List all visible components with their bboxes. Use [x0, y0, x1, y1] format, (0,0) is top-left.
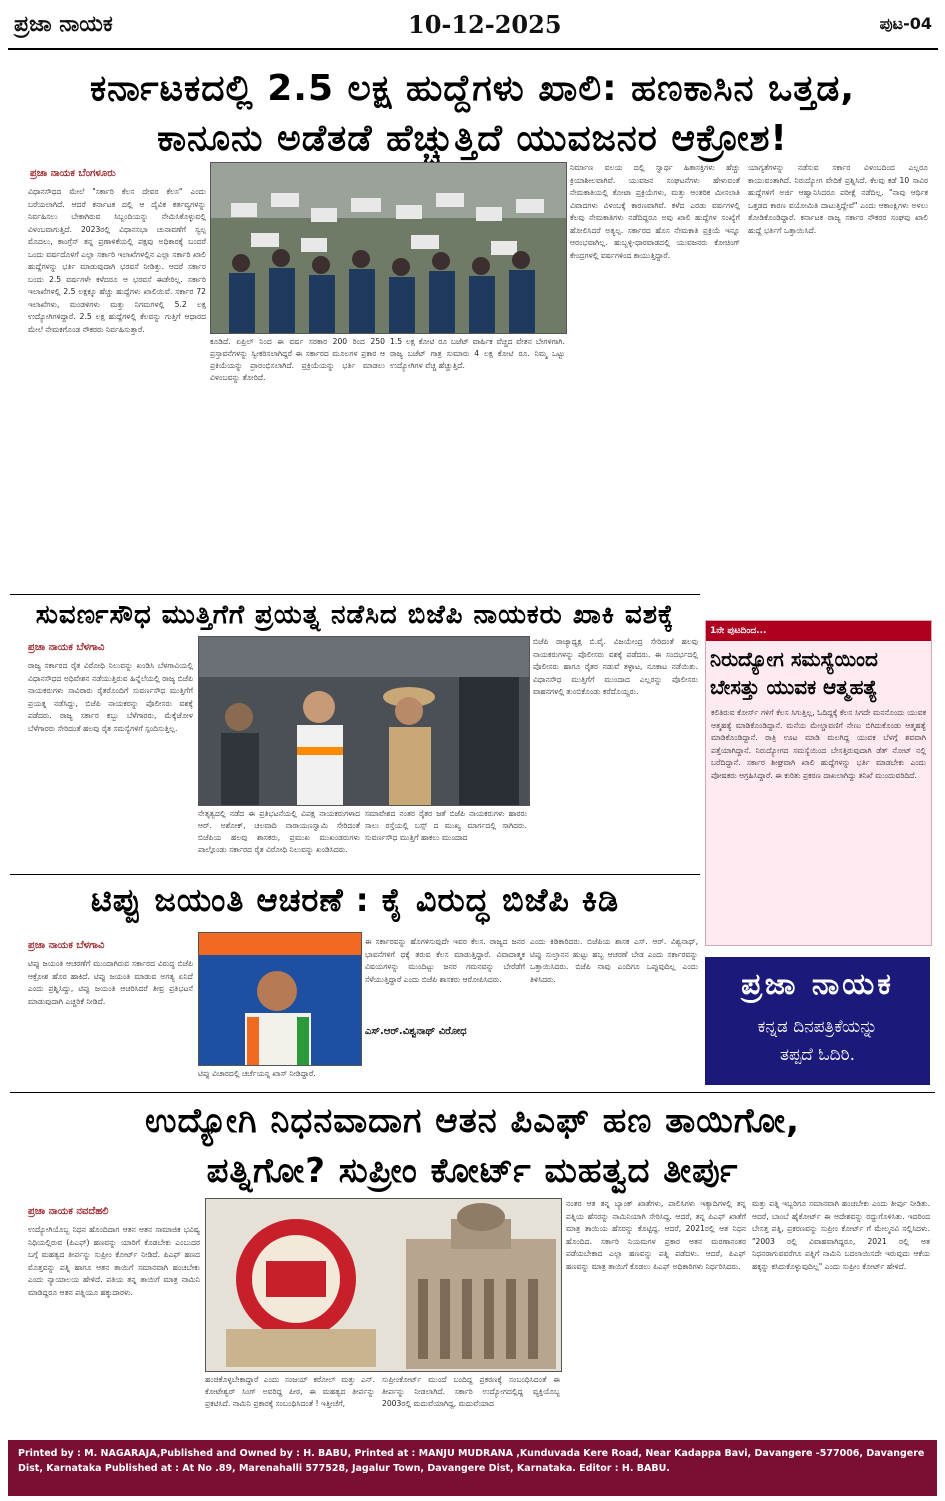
- arrest-photo-image: [199, 637, 529, 805]
- story4-column-1: ಉದ್ಯೋಗಿಯೊಬ್ಬ ನಿಧನ ಹೊಂದಿದಾಗ ಆತನ ಆತನ ಸಾಮಾಜಿಕ ಭವಿಷ್ಯ ನಿಧಿಯಲ್ಲಿರುವ (ಪಿಎಫ್) ಹಣವನ್ನು ಯಾರಿಗೆ ಕೊಡಬೇಕು ಎಂಬುದರ ಬಗ್ಗೆ ಮಹತ್ವದ ತೀರ್ಪನ್ನು ಸುಪ್ರೀಂ ಕೋರ್ಟ್ ನೀಡಿದೆ. ಪಿಎಫ್ ಹಣದ ಮೊತ್ತವನ್ನು ಪತ್ನಿ ಹಾಗೂ ಆತನ ತಾಯಿಗೆ ಸಮಾನವಾಗಿ ಹಂಚಬೇಕು ಎಂದು ನ್ಯಾಯಾಲಯ ಹೇಳಿದೆ. ಪತಿಯ ತನ್ನ ತಾಯಿಗೆ ಮಾತ್ರ ನಾಮಿನಿ ಮಾಡಿದ್ದರೂ ಆತನ ಪತ್ನಿಯೂ ಹಕ್ಕುದಾರಳು.: [28, 1225, 200, 1297]
- story2-column-2: ನೇತೃತ್ವದಲ್ಲಿ ನಡೆದ ಈ ಪ್ರತಿಭಟನೆಯಲ್ಲಿ ವಿಪಕ್ಷ ನಾಯಕರುಗಳಾದ ಆರ್. ಅಶೋಕ್, ಚಲವಾದಿ ನಾರಾಯಣಸ್ವಾಮಿ ಸೇರಿದಂತೆ ಬಿಜೆಪಿಯ ಹಲವು ಶಾಸಕರು, ಪ್ರಮುಖ ಮುಖಂಡರುಗಳು ಪಾಲ್ಗೊಂಡು ಸರ್ಕಾರದ ರೈತ ವಿರೋಧಿ ನಿಲುವನ್ನು ಖಂಡಿಸಿದರು.: [198, 809, 360, 854]
- story4-column-5: ಮತ್ತು ಪತ್ನಿ ಇಬ್ಬರಿಗೂ ಸಮಾನವಾಗಿ ಹಂಚಬೇಕು ಎಂದು ತೀರ್ಪು ನೀಡಿತು. ಆದರೆ, ಬಾಂಬೆ ಹೈಕೋರ್ಟ್ ಈ ಆದೇಶವನ್ನು ರದ್ದುಗೊಳಿಸಿತು. ಇದರಿಂದ ಬೇಸತ್ತ ಪತ್ನಿ, ಪ್ರಕರಣವನ್ನು ಸುಪ್ರೀಂ ಕೋರ್ಟ್ ಗೆ ಮೇಲ್ಮನವಿ ಸಲ್ಲಿಸಿದಳು. "2003 ರಲ್ಲಿ ವಿವಾಹವಾಗಿದ್ದರೂ, 2021 ರಲ್ಲಿ ಆತ ನಿಧನರಾಗುವವರೆಗೂ ಪತ್ನಿಗೆ ನಾಮಿನಿ ಬದಲಾಯಿಸದೇ ಇರುವುದು ಆಕೆಯ ಹಕ್ಕನ್ನು ಕಸಿದುಕೊಳ್ಳುವುದಿಲ್ಲ" ಎಂದು ಸುಪ್ರೀಂ ಕೋರ್ಟ್ ಹೇಳಿದೆ.: [752, 1199, 930, 1271]
- continued-tag: 1ನೇ ಪುಟದಿಂದ...: [706, 621, 931, 641]
- divider: [10, 1092, 935, 1093]
- story3-column-3: ಎಂದು ಕಿಡಿಕಾರಿದರು. ಬಿಜೆಪಿಯ ಶಾಸಕ ಎಸ್. ಆರ್. ವಿಶ್ವನಾಥ್, ಟಿಪ್ಪು ಸುಲ್ತಾನನ ಹುಟ್ಟು ಹಬ್ಬ ಆಚರಣೆ ಬೇಡ ಎಂದು ಸರ್ಕಾರವನ್ನು ಒತ್ತಾಯಿಸಿದರು. ಬಿಜೆಪಿ ನಾವು ಎಂದಿಗೂ ಒಪ್ಪುವುದಿಲ್ಲ ಎಂದು ತಿಳಿಸಿದರು.: [530, 937, 698, 984]
- sidebar-headline: ನಿರುದ್ಯೋಗ ಸಮಸ್ಯೆಯಿಂದ ಬೇಸತ್ತು ಯುವಕ ಆತ್ಮಹತ್ಯೆ: [710, 647, 878, 699]
- protest-photo-image: [211, 163, 566, 333]
- divider: [10, 874, 700, 875]
- arrest-photo: [198, 636, 530, 806]
- promo-title: ಪ್ರಜಾ ನಾಯಕ: [741, 967, 894, 1002]
- story4-headline: ಉದ್ಯೋಗಿ ನಿಧನವಾದಾಗ ಆತನ ಪಿಎಫ್ ಹಣ ತಾಯಿಗೋ, ಪತ್ನಿಗೋ? ಸುಪ್ರೀಂ ಕೋರ್ಟ್ ಮಹತ್ವದ ತೀರ್ಪು: [145, 1101, 800, 1191]
- politician-photo: [198, 932, 362, 1066]
- story1-column-5: ಯಾಗ್ಯತೆಗಳನ್ನು ನಡೆಸುವ ಸರ್ಕಾರ ವಿಳಂಬದಿಂದ ಎಲ್ಲರೂ ಕಾಯುವಂತಾಗಿದೆ. ನಿರುದ್ಯೋಗ ವೇದಿಕೆ ಪ್ರಶ್ನಿಸಿದೆ. ಕೆಲವು ಕಡೆ 10 ಸಾವಿರ ಹುದ್ದೆಗಳಿಗೆ ಅರ್ಜಿ ಆಹ್ವಾನಿಸಿದರೂ ಪರೀಕ್ಷೆ ನಡೆದಿಲ್ಲ. "ನಾವು ಆರ್ಥಿಕ ಒತ್ತಡದ ಕಾರಣ ವಯೋಮಿತಿ ದಾಟುತ್ತಿದ್ದೇವೆ" ಎಂದು ಆಕಾಂಕ್ಷಿಗಳು ಅಳಲು ತೋಡಿಕೊಂಡಿದ್ದಾರೆ. ಕರ್ನಾಟಕ ರಾಜ್ಯ ಸರ್ಕಾರ ನೌಕರರ ಸಂಘವು ಖಾಲಿ ಹುದ್ದೆ ಭರ್ತಿಗೆ ಒತ್ತಾಯಿಸಿದೆ.: [748, 163, 928, 235]
- story4-column-3: ಸುಪ್ರೀಂಕೋರ್ಟ್ ಮುಂದೆ ಬಂದಿದ್ದ ಪ್ರಕರಣಕ್ಕೆ ಸಂಬಂಧಿಸಿದಂತೆ ಈ ತೀರ್ಪನ್ನು ನೀಡಲಾಗಿದೆ. ಸರ್ಕಾರಿ ಉದ್ಯೋಗದಲ್ಲಿದ್ದ ವ್ಯಕ್ತಿಯೊಬ್ಬ 2003ರಲ್ಲಿ ಮದುವೆಯಾಗಿದ್ದ, ಮದುವೆಯಾದ: [382, 1375, 560, 1408]
- story1-headline: ಕರ್ನಾಟಕದಲ್ಲಿ 2.5 ಲಕ್ಷ ಹುದ್ದೆಗಳು ಖಾಲಿ: ಹಣಕಾಸಿನ ಒತ್ತಡ, ಕಾನೂನು ಅಡೆತಡೆ ಹೆಚ್ಚುತ್ತಿದೆ ಯುವಜನರ ಆಕ್ರೋಶ!: [89, 68, 856, 159]
- story4-column-4: ನಂತರ ಆತ ತನ್ನ ಬ್ಯಾಂಕ್ ಖಾತೆಗಳು, ಪಾಲಿಸಿಗಳು ಇತ್ಯಾದಿಗಳಲ್ಲಿ ತನ್ನ ಪತ್ನಿಯ ಹೆಸರನ್ನು ನಾಮಿನಿಯಾಗಿ ಸೇರಿಸಿದ್ದ. ಆದರೆ, ತನ್ನ ಪಿಎಫ್ ಖಾತೆಗೆ ಮಾತ್ರ ತಾಯಿಯ ಹೆಸರನ್ನು ಕೊಟ್ಟಿದ್ದ. ಆದರೆ, 2021ರಲ್ಲಿ ಆತ ನಿಧನ ಹೊಂದಿದ. ಸರ್ಕಾರಿ ನಿಯಮಗಳ ಪ್ರಕಾರ ಆತನ ಮರಣಾನಂತರ ಪಡೆಯಬೇಕಾದ ಎಲ್ಲಾ ಹಣವನ್ನು ಪತ್ನಿ ಪಡೆದಳು. ಆದರೆ, ಪಿಎಫ್ ಹಣವನ್ನು ಮಾತ್ರ ತಾಯಿಗೆ ಕೊಡಲು ಪಿಎಫ್ ಅಧಿಕಾರಿಗಳು ನಿರ್ಧರಿಸಿದರು.: [566, 1199, 746, 1271]
- masthead: [8, 8, 938, 50]
- story3-subhead: ಎಸ್.ಆರ್.ವಿಶ್ವನಾಥ್ ವಿರೋಧ: [365, 1026, 467, 1037]
- story2-byline: ಪ್ರಜಾ ನಾಯಕ ಬೆಳಗಾವಿ: [28, 642, 105, 653]
- story1-column-3: 1.5 ಲಕ್ಷ ಕೋಟಿ ರೂ ಬಜೆಟ್ ವಾರ್ಷಿಕ ವೆಚ್ಚದ ವೇತನ ಬೇಗಳಿಗಾಗಿ. ರಾಜ್ಯ ಬಜೆಟ್ ಗಾತ್ರ ಸುಮಾರು 4 ಲಕ್ಷ ಕೋಟಿ ರೂ. ನಿಮ್ಮ ಒಟ್ಟು ಉದ್ಯೋಗಿಗಳ ವೆಚ್ಚ ಹೆಚ್ಚುತ್ತಿದೆ.: [390, 337, 565, 370]
- promo-line-2: ತಪ್ಪದೆ ಓದಿರಿ.: [779, 1045, 856, 1065]
- epfo-court-photo: [205, 1198, 562, 1372]
- story4-column-2: ಹಂಚಿಕೊಳ್ಳಬೇಕಾದ್ದಾರೆ ಎಂದು ಸಂಜಯ್ ಕರೋಲ್ ಮತ್ತು ಎನ್. ಕೋಟೇಶ್ವರ್ ಸಿಂಗ್ ಅವರಿದ್ದ ಪೀಠ, ಈ ಮಹತ್ವದ ತೀರ್ಪನ್ನು ಪ್ರಕಟಿಸಿದೆ. ನಾಮಿನಿ ಪ್ರಕಾರಕ್ಕೆ ಸಂಬಂಧಿಸಿದಂತೆ ! ಇತ್ತೀಚೆಗೆ,: [205, 1375, 375, 1408]
- protest-photo: [210, 162, 567, 334]
- story2-column-1: ರಾಜ್ಯ ಸರ್ಕಾರದ ರೈತ ವಿರೋಧಿ ನಿಲುವನ್ನು ಖಂಡಿಸಿ ಬೆಳಗಾವಿಯಲ್ಲಿ ವಿಧಾನಸೌಧದ ಅಧಿವೇಶನ ನಡೆಯುತ್ತಿರುವ ಹಿನ್ನೆಲೆಯಲ್ಲಿ ರಾಜ್ಯ ಬಿಜೆಪಿ ನಾಯಕರುಗಳು ಸಾವಿರಾರು ರೈತರೊಂದಿಗೆ ಸುವರ್ಣಸೌಧ ಮುತ್ತಿಗೆಗೆ ಪ್ರಯತ್ನ ನಡೆಸಿದ್ದು, ಬಿಜೆಪಿ ನಾಯಕರನ್ನು ಪೊಲೀಸರು ವಶಕ್ಕೆ ಪಡೆದರು. ರಾಜ್ಯ ಸರ್ಕಾರ ಕಬ್ಬು ಬೆಳೆಗಾರರು, ಮೆಕ್ಕೆಜೋಳ ಬೆಳೆಗಾರರು ಸೇರಿದಂತೆ ಹಲವು ರೈತ ಸಮಸ್ಯೆಗಳಿಗೆ ಸ್ಪಂದಿಸುತ್ತಿಲ್ಲ.: [28, 661, 193, 733]
- sidebar-body: ಕಲಿತಿರುವ ಕೋರ್ಸ್ ಗಳಿಗೆ ಕೆಲಸ ಸಿಗುತ್ತಿಲ್ಲ, ಓದಿದ್ದಕ್ಕೆ ಕೆಲಸ ಸಿಗದೇ ಮನನೊಂದು ಯುವಕ ಆತ್ಮಹತ್ಯೆ ಮಾಡಿಕೊಂಡಿದ್ದಾನೆ. ಮನೆಯ ಮೇಲ್ಚಾವಣಿಗೆ ನೇಣು ಬಿಗಿದುಕೊಂಡು ಆತ್ಮಹತ್ಯೆ ಮಾಡಿಕೊಂಡಿದ್ದಾನೆ. ರಾತ್ರಿ ಊಟ ಮಾಡಿ ಮಲಗಿದ್ದ ಯುವಕ ಬೆಳಗ್ಗೆ ಶವವಾಗಿ ಪತ್ತೆಯಾಗಿದ್ದಾನೆ. ನಿರುದ್ಯೋಗದ ಸಮಸ್ಯೆಯಿಂದ ಬೇಸತ್ತಿರುವುದಾಗಿ ಡೆತ್ ನೋಟ್ ನಲ್ಲಿ ಬರೆದಿದ್ದಾನೆ. ಸರ್ಕಾರ ಶೀಘ್ರವಾಗಿ ಖಾಲಿ ಹುದ್ದೆಗಳನ್ನು ಭರ್ತಿ ಮಾಡಬೇಕು ಎಂದು ಪೋಷಕರು ಆಗ್ರಹಿಸಿದ್ದಾರೆ. ಈ ಕುರಿತು ಪ್ರಕರಣ ದಾಖಲಾಗಿದ್ದು ತನಿಖೆ ಮುಂದುವರಿದಿದೆ.: [711, 708, 926, 780]
- story2-column-4: ಬಿಜೆಪಿ ರಾಜ್ಯಾಧ್ಯಕ್ಷ ಬಿ.ವೈ. ವಿಜಯೇಂದ್ರ ಸೇರಿದಂತೆ ಹಲವು ನಾಯಕರುಗಳನ್ನು ಪೊಲೀಸರು ವಶಕ್ಕೆ ಪಡೆದರು. ಈ ಸಂದರ್ಭದಲ್ಲಿ ಪೊಲೀಸರು ಹಾಗೂ ರೈತರ ನಡುವೆ ತಳ್ಳಾಟ, ನೂಕಾಟ ನಡೆಯಿತು. ವಿಧಾನಸೌಧ ಮುತ್ತಿಗೆಗೆ ಮುಂದಾದ ಎಲ್ಲರನ್ನು ಪೊಲೀಸರು ವಾಹನಗಳಲ್ಲಿ ತುಂಬಿಕೊಂಡು ಕರೆದೊಯ್ದರು.: [533, 637, 698, 696]
- newspaper-name: ಪ್ರಜಾ ನಾಯಕ: [14, 12, 113, 37]
- story3-column-2: ಈ ಸರ್ಕಾರವನ್ನು ಹೊಗಳಿಸುವುದೇ ಇವರ ಕೆಲಸ. ರಾಜ್ಯದ ಜನರ ಭಾವನೆಗಳಿಗೆ ಧಕ್ಕೆ ತರುವ ಕೆಲಸ ಮಾಡುತ್ತಿದ್ದಾರೆ. ವಿವಾದಾತ್ಮಕ ವಿಷಯಗಳನ್ನು ಮುಂದಿಟ್ಟು ಜನರ ಗಮನವನ್ನು ಬೇರೆಡೆಗೆ ಸೆಳೆಯುತ್ತಿದ್ದಾರೆ ಎಂದು ಬಿಜೆಪಿ ಶಾಸಕರು ಆರೋಪಿಸಿದರು.: [365, 937, 525, 984]
- story3-byline: ಪ್ರಜಾ ನಾಯಕ ಬೆಳಗಾವಿ: [28, 940, 105, 951]
- promo-line-1: ಕನ್ನಡ ದಿನಪತ್ರಿಕೆಯನ್ನು: [757, 1017, 878, 1037]
- story3-column-1: ಟಿಪ್ಪು ಜಯಂತಿ ಆಚರಣೆಗೆ ಮುಂದಾಗಿರುವ ಸರ್ಕಾರದ ವಿರುದ್ಧ ಬಿಜೆಪಿ ಆಕ್ರೋಶ ಹೊರ ಹಾಕಿದೆ. ಟಿಪ್ಪು ಜಯಂತಿ ಮಾಡುವ ಅಗತ್ಯ ಏನಿದೆ ಎಂದು ಪ್ರಶ್ನಿಸಿದ್ದು, ಟಿಪ್ಪು ಜಯಂತಿ ಆಚರಿಸಿದರೆ ತೀವ್ರ ಪ್ರತಿಭಟನೆ ಮಾಡುವುದಾಗಿ ಎಚ್ಚರಿಕೆ ನೀಡಿದೆ.: [28, 959, 193, 1006]
- story2-headline: ಸುವರ್ಣಸೌಧ ಮುತ್ತಿಗೆಗೆ ಪ್ರಯತ್ನ ನಡೆಸಿದ ಬಿಜೆಪಿ ನಾಯಕರು ಖಾಕಿ ವಶಕ್ಕೆ: [35, 600, 675, 630]
- story2-column-3: ಸಮಾವೇಶದ ನಂತರ ರೈತರ ಜತೆ ಬಿಜೆಪಿ ನಾಯಕರುಗಳು ಹಾರರು ಸಾಲು ರಸ್ತೆಯಲ್ಲಿ ಬಸ್ಸ್ ದ ಮುಖ್ಯ ಮಾರ್ಗದಲ್ಲಿ ಸಾಗಿದರು. ಸುವರ್ಣಸೌಧ ಮುತ್ತಿಗೆ ಹಾಕಲು ಮುಂದಾದ: [365, 809, 527, 842]
- politician-photo-image: [199, 933, 361, 1065]
- story1-column-4: ನಿರ್ಮಾಣ ವಲಯ ದಲ್ಲಿ ಸ್ವಾರ್ಥ ಹಿತಾಸಕ್ತಿಗಳು ಹೆಚ್ಚು ಕ್ರಿಯಾಶೀಲವಾಗಿವೆ. ಯುವಜನ ಸಂಘಟನೆಗಳು ಹೇಳುವಂತೆ ನೇಮಕಾತಿಯಲ್ಲಿ ಕೋಟಾ ಪ್ರಕ್ರಿಯೆಗಳು, ಮತ್ತು ಆಂತರಿಕ ಮೀಸಲಾತಿ ವಿವಾದಗಳು ವಿಳಂಬಕ್ಕೆ ಕಾರಣವಾಗಿವೆ. ಕಳೆದ ಎರಡು ವರ್ಷಗಳಲ್ಲಿ ಕೆಲವು ನೇಮಕಾತಿಗಳು ನಡೆದಿದ್ದರೂ ಅವು ಖಾಲಿ ಹುದ್ದೆಗಳ ಸಂಖ್ಯೆಗೆ ಹೋಲಿಸಿದರೆ ಅತ್ಯಲ್ಪ. ಸರ್ಕಾರದ ಹೊಸ ನೇಮಕಾತಿ ಪ್ರಕ್ರಿಯೆ ಇನ್ನೂ ಆರಂಭವಾಗಿಲ್ಲ. ಹುಬ್ಬಳ್ಳಿ-ಧಾರವಾಡದಲ್ಲಿ ಯುವಜನರು ಕೋಚಿಂಗ್ ಕೇಂದ್ರಗಳಲ್ಲಿ ವರ್ಷಗಳಿಂದ ಕಾಯುತ್ತಿದ್ದಾರೆ.: [570, 163, 740, 260]
- subscribe-promo: [705, 957, 930, 1085]
- imprint-line-1: Printed by : M. NAGARAJA,Published and Owned by : H. BABU, Printed at : MANJU MUDRANA ,Kunduvada Kere Road, Near Kadappa Bavi, Davangere -577006, Davangere: [18, 1448, 925, 1459]
- story1-byline: ಪ್ರಜಾ ನಾಯಕ ಬೆಂಗಳೂರು: [30, 168, 116, 179]
- story3-caption: ಟಿಪ್ಪು ವಿಚಾರದಲ್ಲಿ ಚರ್ಚೆಯನ್ನ ಖಾಸ್ ನೀಡಿದ್ದಾರೆ.: [198, 1069, 316, 1078]
- imprint-line-2: Dist, Karnataka Published at : At No .89, Marenahalli 577528, Jagalur Town, Davangere Dist, Karnataka. Editor : H. BABU.: [18, 1463, 670, 1474]
- story1-column-2: ಕೂಡಿದೆ. ಏಪ್ರಿಲ್ ನಿಂದ ಈ ವರ್ಷ ಸರಕಾರ 200 ರಿಂದ 250 ಪ್ರಸ್ತಾವನೆಗಳನ್ನು ಸ್ವೀಕರಿಸಲಾಗಿದ್ದರೆ ಈ ಸರ್ಕಾರದ ಮೂಲಗಳ ಪ್ರಕಾರ ಆ ಪ್ರಕಿಯೆಯನ್ನು ಪ್ರಾರಂಭಿಸಲಾಗಿದೆ. ಪ್ರಕ್ರಿಯೆಯನ್ನು ಭರ್ತಿ ಮಾಡಲು ವಿಳಂಬವನ್ನು ತೋರಿದೆ.: [210, 337, 385, 382]
- page-number: ಪುಟ-04: [879, 14, 932, 33]
- story3-headline: ಟಿಪ್ಪು ಜಯಂತಿ ಆಚರಣೆ : ಕೈ ವಿರುದ್ಧ ಬಿಜೆಪಿ ಕಿಡಿ: [90, 881, 620, 919]
- divider: [10, 594, 700, 595]
- suicide-news-box: [705, 620, 932, 946]
- story1-column-1: ವಿಧಾನಸೌಧದ ಮೇಲೆ "ಸರ್ಕಾರಿ ಕೆಲಸ ದೇವರ ಕೆಲಸ" ಎಂದು ಬರೆಯಲಾಗಿದೆ. ಆದರೆ ಕರ್ನಾಟಕ ದಲ್ಲಿ ಆ ದೈವಿಕ ಕರ್ತವ್ಯಗಳನ್ನು ನಿರ್ವಹಿಸಲು ಬೇಕಾಗಿರುವ ಸಿಬ್ಬಂದಿಯನ್ನು ನೇಮಿಸಿಕೊಳ್ಳುವಲ್ಲಿ ವಿಳಂಬವಾಗುತ್ತಿದೆ. 2023ರಲ್ಲಿ ವಿಧಾನಸಭಾ ಚುನಾವಣೆಗೆ ಸ್ವಲ್ಪ ಮೊದಲು, ಕಾಂಗ್ರೆಸ್ ತನ್ನ ಪ್ರಣಾಳಿಕೆಯಲ್ಲಿ ಪಕ್ಷವು ಅಧಿಕಾರಕ್ಕೆ ಬಂದರೆ ಒಂದು ವರ್ಷದೊಳಗೆ ಎಲ್ಲಾ ಸರ್ಕಾರಿ ಇಲಾಖೆಗಳಲ್ಲಿನ ಎಲ್ಲಾ ಸರ್ಕಾರಿ ಖಾಲಿ ಹುದ್ದೆಗಳನ್ನು ಭರ್ತಿ ಮಾಡುವುದಾಗಿ ಭರವಸೆ ನೀಡಿತ್ತು. ಆದರೆ ಸರ್ಕಾರ ಬಂದು 2.5 ವರ್ಷಗಳೇ ಕಳೆದರೂ ಆ ಭರವಸೆ ಈಡೇರಿಲ್ಲ. ಸರ್ಕಾರಿ ಇಲಾಖೆಗಳಲ್ಲಿ 2.5 ಲಕ್ಷಕ್ಕೂ ಹೆಚ್ಚು ಹುದ್ದೆಗಳು ಖಾಲಿಯಿವೆ. ಸರ್ಕಾರ 72 ಇಲಾಖೆಗಳು, ಮಂಡಳಿಗಳು ಮತ್ತು ನಿಗಮಗಳಲ್ಲಿ 5.2 ಲಕ್ಷ ಉದ್ಯೋಗಿಗಳಿದ್ದಾರೆ. 2.5 ಲಕ್ಷ ಹುದ್ದೆಗಳಲ್ಲಿ ಕೆಲವನ್ನು ಗುತ್ತಿಗೆ ಆಧಾರದ ಮೇಲೆ ನೇಮಕಗೊಂಡ ನೌಕರರು ನಿರ್ವಹಿಸುತ್ತಾರೆ.: [28, 187, 206, 334]
- imprint-footer: [8, 1440, 937, 1496]
- epfo-court-photo-image: [206, 1199, 561, 1371]
- story4-byline: ಪ್ರಜಾ ನಾಯಕ ನವದೆಹಲಿ: [28, 1206, 109, 1217]
- issue-date: 10-12-2025: [408, 10, 562, 39]
